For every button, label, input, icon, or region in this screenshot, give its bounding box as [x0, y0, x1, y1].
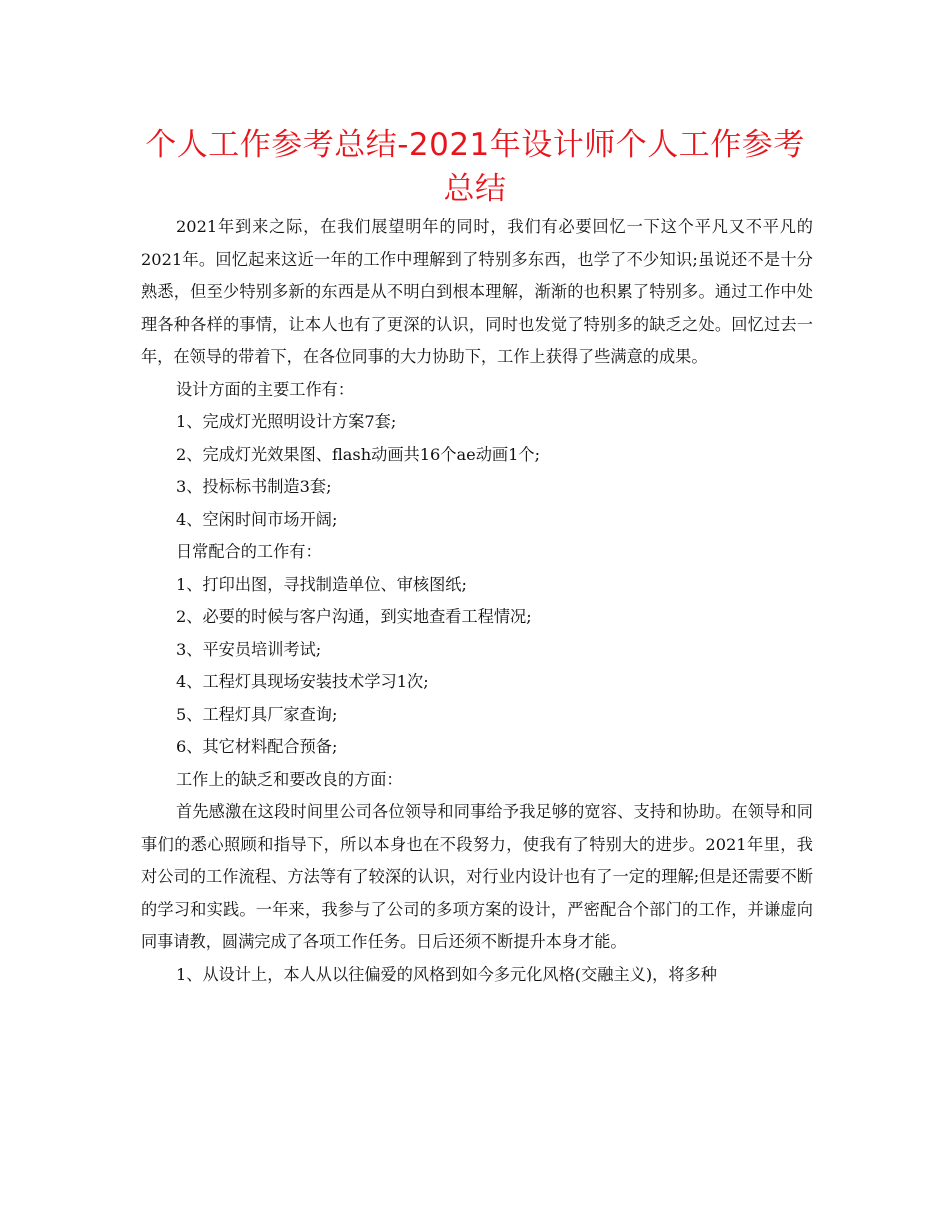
section-heading-design-work: 设计方面的主要工作有： [176, 379, 355, 399]
list-item: 5、工程灯具厂家查询; [176, 704, 338, 724]
section-heading-improvements: 工作上的缺乏和要改良的方面： [176, 769, 403, 789]
list-item: 1、完成灯光照明设计方案7套; [176, 412, 397, 431]
list-item: 2、必要的时候与客户沟通，到实地查看工程情况; [176, 607, 532, 626]
section-heading-daily-work: 日常配合的工作有： [176, 542, 322, 561]
paragraph-intro: 2021年到来之际，在我们展望明年的同时，我们有必要回忆一下这个平凡又不平凡的2021年。回忆起来这近一年的工作中理解到了特别多东西，也学了不少知识;虽说还不是十分熟悉，但至少特别多新的东西是从不明白到根本理解，渐渐的也积累了特别多。通过工作中处理各种各样的事情，让本人也有了更深的认识，同时也发觉了特别多的缺乏之处。回忆过去一年，在领导的带着下，在各位同事的大力协助下，工作上获得了些满意的成果。 [141, 217, 813, 366]
list-item: 4、工程灯具现场安装技术学习1次; [176, 672, 429, 691]
paragraph-thanks: 首先感激在这段时间里公司各位领导和同事给予我足够的宽容、支持和协助。在领导和同事们的悉心照顾和指导下，所以本身也在不段努力，使我有了特别大的进步。2021年里，我对公司的工作流程、方法等有了较深的认识，对行业内设计也有了一定的理解;但是还需要不断的学习和实践。一年来，我参与了公司的多项方案的设计，严密配合个部门的工作，并谦虚向同事请教，圆满完成了各项工作任务。日后还须不断提升本身才能。 [141, 802, 813, 951]
list-item: 6、其它材料配合预备; [176, 737, 338, 756]
list-item: 1、打印出图，寻找制造单位、审核图纸; [176, 574, 467, 594]
document-body [141, 211, 813, 991]
paragraph-design-point-1: 1、从设计上，本人从以往偏爱的风格到如今多元化风格(交融主义)，将多种 [176, 964, 717, 984]
list-item: 3、投标标书制造3套; [176, 477, 332, 496]
list-item: 4、空闲时间市场开阔; [176, 509, 338, 529]
document-title: 个人工作参考总结-2021年设计师个人工作参考总结 [145, 127, 805, 207]
list-item: 2、完成灯光效果图、flash动画共16个ae动画1个; [176, 444, 541, 464]
list-item: 3、平安员培训考试; [176, 639, 322, 659]
